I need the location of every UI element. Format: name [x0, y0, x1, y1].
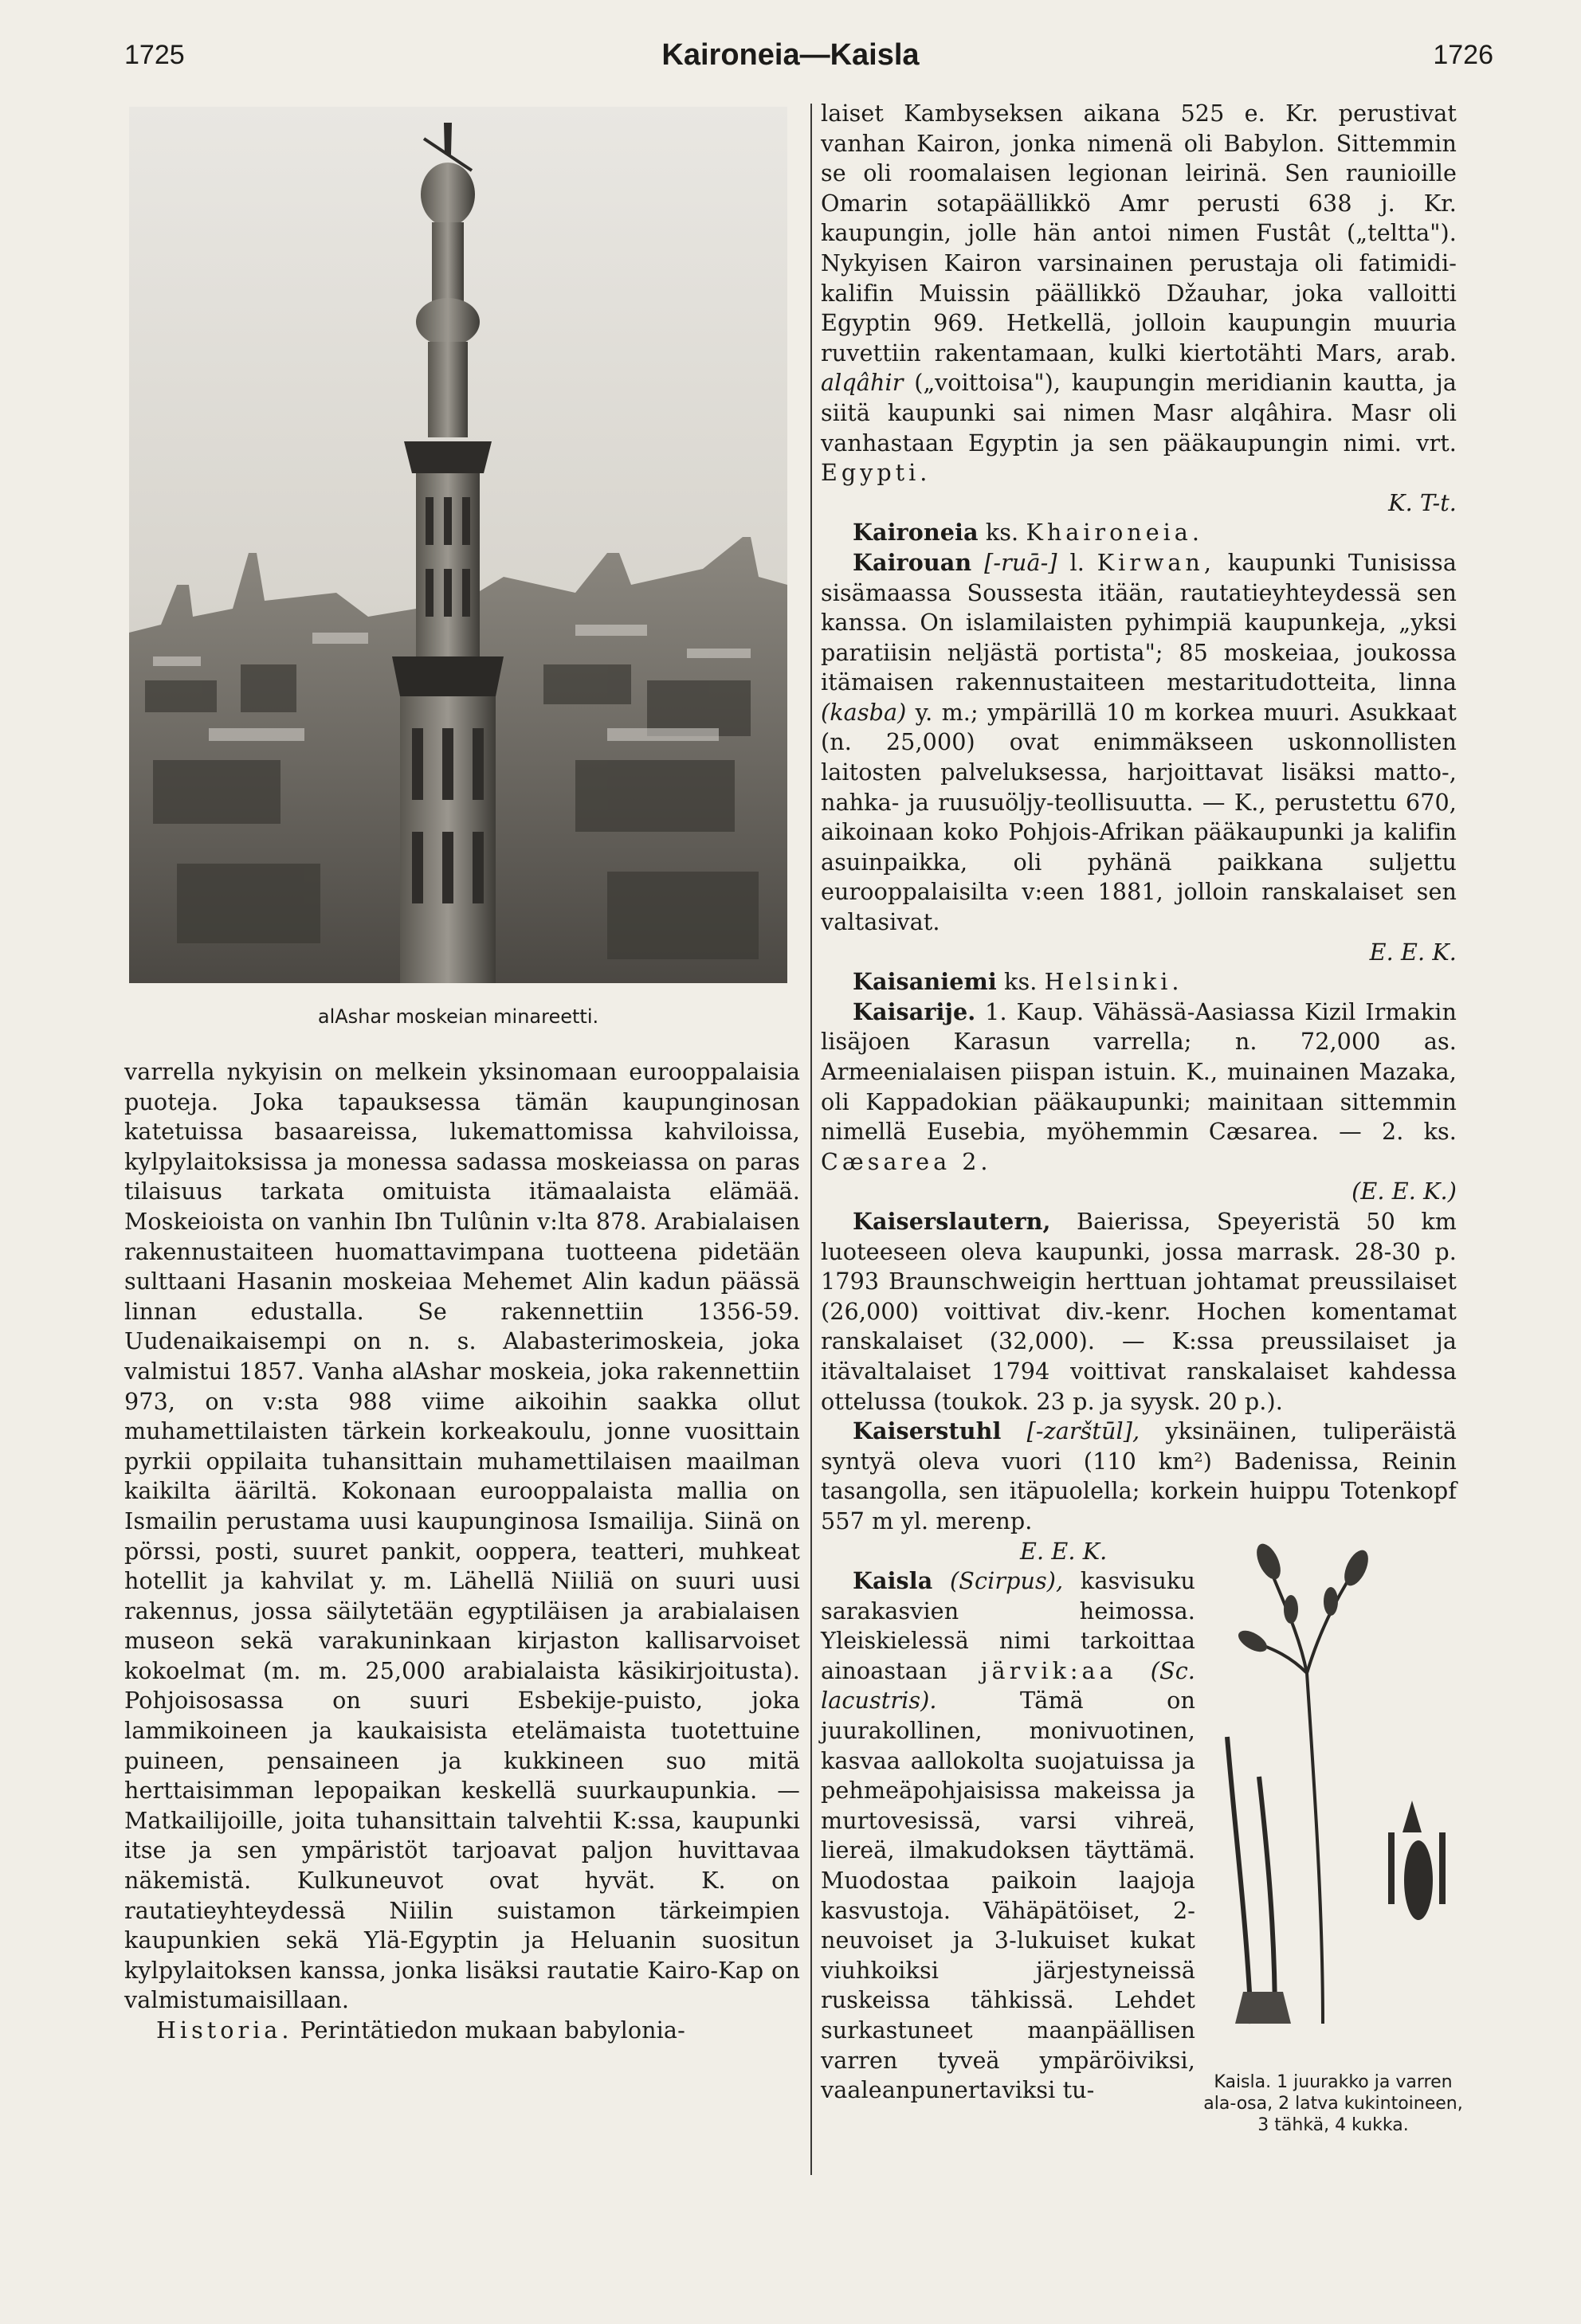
- page-number-left: 1725: [124, 40, 185, 70]
- signature-3: (E. E. K.): [1352, 1178, 1457, 1205]
- signature-2: E. E. K.: [1369, 938, 1457, 966]
- running-title: Kaironeia—Kaisla: [661, 38, 920, 72]
- historia-label: Historia.: [156, 2016, 293, 2044]
- historia-paragraph: [124, 2016, 800, 2046]
- page-number-right: 1726: [1433, 40, 1493, 70]
- kaisla-plant-illustration: [1203, 1514, 1458, 2040]
- page-header: [0, 33, 1581, 81]
- figure-caption-kaisla: Kaisla. 1 juurakko ja varren ala-osa, 2 latva kukintoineen, 3 tähkä, 4 kukka.: [1203, 2072, 1463, 2135]
- entry-kaisla: Kaisla (Scirpus), kasvisuku sarakasvien heimossa. Yleiskielessä nimi tarkoittaa ainoastaan järvik:aa (Sc. lacustris). Tämä on juurakollinen, monivuotinen, kasvaa aallokolta suojatuissa ja pehmeäpohjaisissa makeissa ja murtovesissä, varsi vihreä, liereä, ilmakudoksen täyttämä. Muodostaa paikoin laajoja kasvustoja. Vähäpätöiset, 2-neuvoiset ja 3-lukuiset kukat viuhkoiksi järjestyneissä ruskeissa tähkissä. Lehdet surkastuneet maanpäällisen varren tyveä ympäröiviksi, vaaleanpunertaviksi tu-: [821, 1567, 1195, 2104]
- signature-1: K. T-t.: [1388, 488, 1457, 516]
- signature-4: E. E. K.: [1020, 1537, 1108, 1565]
- entry-kaironeia: Kaironeia ks. Khaironeia.: [853, 519, 1203, 547]
- right-paragraph-1: laiset Kambyseksen aikana 525 e. Kr. perustivat vanhan Kairon, jonka nimenä oli Babylon. Sittemmin se oli roomalaisen legionan leirinä. Sen raunioille Omarin sotapäällikkö Amr perusti 638 j. Kr. kaupungin, jolle hän antoi nimen Fustât („teltta"). Nykyisen Kairon varsinainen perustaja oli fatimidi-kalifin Muissin päällikkö Džauhar, joka valloitti Egyptin 969. Hetkellä, jolloin kaupungin muuria ruvettiin rakentamaan, kulki kiertotähti Mars, arab. alqâhir („voittoisa"), kaupungin meridianin kautta, ja siitä kaupunki sai nimen Masr alqâhira. Masr oli vanhastaan Egyptin ja sen pääkaupungin nimi. vrt. Egypti.: [821, 100, 1457, 487]
- figure-caption-minaret: alAshar moskeian minareetti.: [317, 1005, 599, 1028]
- plant-drawing: [1203, 1514, 1458, 2040]
- entry-kaisarije: Kaisarije. 1. Kaup. Vähässä-Aasiassa Kizil Irmakin lisäjoen Karasun varrella; n. 72,000 as. Armeenialaisen piispan istuin. K., muinainen Mazaka, oli Kappadokian pääkaupunki; mainitaan sittemmin nimellä Eusebia, myöhemmin Cæsarea. — 2. ks. Cæsarea 2.: [821, 997, 1457, 1175]
- column-divider: [810, 104, 812, 2175]
- left-paragraph-1: varrella nykyisin on melkein yksinomaan eurooppalaisia puoteja. Joka tapauksessa tämän kaupunginosan katetuissa basaareissa, lukemattomissa kahviloissa, kylpylaitoksissa ja monessa sadassa moskeiassa on paras tilaisuus tarkata omituista itämaalaista elämää. Moskeioista on vanhin Ibn Tulûnin v:lta 878. Arabialaisen rakennustaiteen huomattavimpana tuotteena pidetään sulttaani Hasanin moskeiaa Mehemet Alin kadun päässä linnan edustalla. Se rakennettiin 1356-59. Uudenaikaisempi on n. s. Alabasterimoskeia, joka valmistui 1857. Vanha alAshar moskeia, joka rakennettiin 973, on v:sta 988 viime aikoihin saakka ollut muhamettilaisten tärkein korkeakoulu, jonne vuosittain pyrkii oppilaita tuhansittain muhamettilaisen maailman kaikilta ääriltä. Kokonaan eurooppalaista mallia on Ismailin perustama uusi kaupunginosa Ismailija. Siinä on pörssi, posti, suuret pankit, ooppera, teatteri, muhkeat hotellit ja kahvilat y. m. Lähellä Niiliä on suuri uusi rakennus, jossa säilytetään egyptiläisen ja arabialaisen museon sekä varakuninkaan kirjaston kallisarvoiset kokoelmat (m. m. 25,000 arabialaista käsikirjoitusta). Pohjoisosassa on suuri Esbekije-puisto, joka lammikoineen ja kaukaisista etelämaista tuotettuine puineen, pensaineen ja kukkineen suo mitä herttaisimman lepopaikan keskellä suurkaupunkia. — Matkailijoille, joita tuhansittain talvehtii K:ssa, kaupunki itse ja sen ympäristöt tarjoavat paljon huvittavaa näkemistä. Kulkuneuvot ovat hyvät. K. on rautatieyhteydessä Niilin suistamon tärkeimpien kaupunkien sekä Ylä-Egyptin ja Heluanin suositun kylpylaitoksen kanssa, jonka lisäksi rautatie Kairo-Kap on valmistumaisillaan.: [124, 1058, 800, 2014]
- minaret-photo: [129, 107, 787, 983]
- entry-kaiserstuhl: Kaiserstuhl [-zarštūl], yksinäinen, tuliperäistä syntyä oleva vuori (110 km²) Badenissa, Reinin tasangolla, sen itäpuolella; korkein huippu Totenkopf 557 m yl. merenp.: [821, 1417, 1457, 1534]
- entry-kaiserslautern: Kaiserslautern, Baierissa, Speyeristä 50 km luoteeseen oleva kaupunki, jossa marrask. 28-30 p. 1793 Braunschweigin herttuan johtamat preussilaiset (26,000) voittivat div.-kenr. Hochen komentamat ranskalaiset (32,000). — K:ssa preussilaiset ja itävaltalaiset 1794 voittivat ranskalaiset kahdessa ottelussa (toukok. 23 p. ja syysk. 20 p.).: [821, 1207, 1457, 1415]
- left-column: [124, 1057, 800, 2046]
- entry-kairouan: Kairouan [-ruā-] l. Kirwan, kaupunki Tunisissa sisämaassa Soussesta itään, rautatieyhteydessä sen kanssa. On islamilaisten pyhimpiä kaupunkeja, „yksi paratiisin neljästä portista"; 85 moskeiaa, joukossa itämaisen rakennustaiteen mestaritudotteita, linna (kasba) y. m.; ympärillä 10 m korkea muuri. Asukkaat (n. 25,000) ovat enimmäkseen uskonnollisten laitosten palveluksessa, harjoittavat lisäksi matto-, nahka- ja ruusuöljy-teollisuutta. — K., perustettu 670, aikoinaan koko Pohjois-Afrikan pääkaupunki ja kalifin asuinpaikka, oli pyhänä paikkana suljettu eurooppalaisilta v:een 1881, jolloin ranskalaiset sen valtasivat.: [821, 548, 1457, 936]
- historia-text: Perintätiedon mukaan babylonia-: [292, 2016, 685, 2044]
- minaret-illustration: [129, 107, 787, 983]
- entry-kaisaniemi: Kaisaniemi ks. Helsinki.: [853, 968, 1183, 996]
